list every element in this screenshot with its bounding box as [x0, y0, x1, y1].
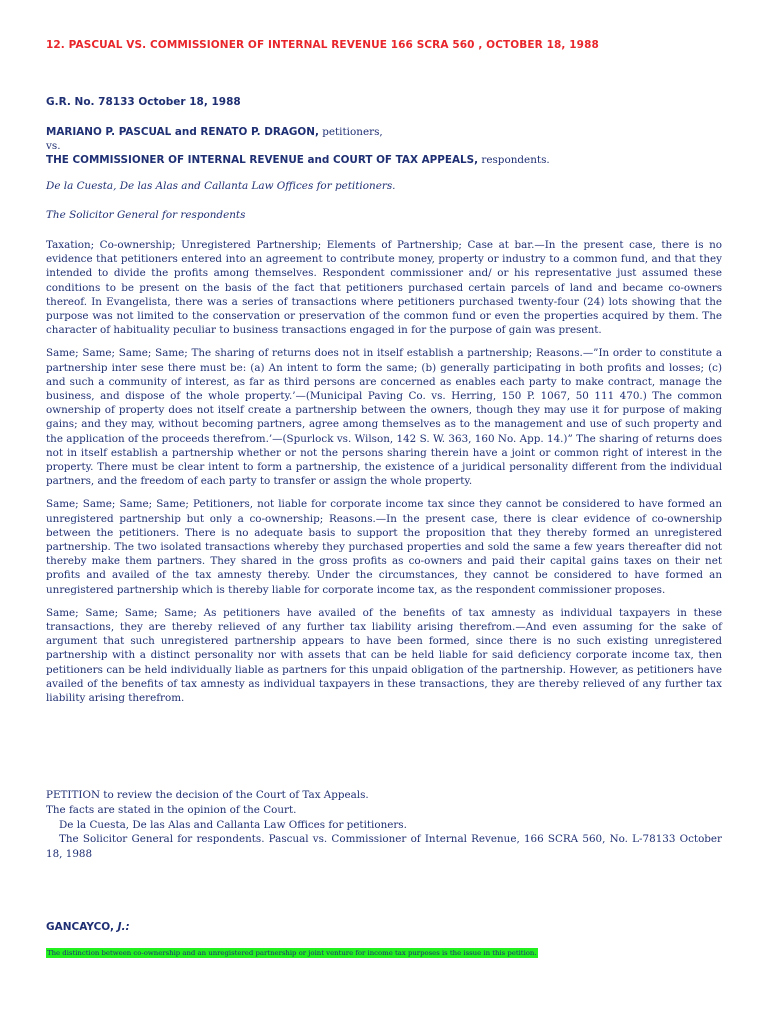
respondents-names: THE COMMISSIONER OF INTERNAL REVENUE and COURT OF TAX APPEALS, [46, 154, 479, 166]
petitioners-role: petitioners, [318, 126, 383, 138]
petition-line: The facts are stated in the opinion of the Court. [46, 803, 297, 816]
counsel-petitioners: De la Cuesta, De las Alas and Callanta Law Offices for petitioners. [46, 180, 396, 192]
syllabus-paragraph: Same; Same; Same; Same; The sharing of returns does not in itself establish a partnership; Reasons.—”In order to constitute a partnership inter sese there must be: (a) An intent to form the same; (b) generally participating in both profits and losses; (c) and such a community of interest, as far as third persons are concerned as enables each party to make contract, manage the business, and dispose of the whole property.’—(Municipal Paving Co. vs. Herring, 150 P. 1067, 50 111 470.) The common ownership of property does not itself create a partnership between the owners, though they may use it for purpose of making gains; and they may, without becoming partners, agree among themselves as to the management and use of such property and the application of the proceeds therefrom.’—(Spurlock vs. Wilson, 142 S. W. 363, 160 No. App. 14.)” The sharing of returns does not in itself establish a partnership whether or not the persons sharing therein have a joint or common right of interest in the property. There must be clear intent to form a partnership, the existence of a juridical personality different from the individual partners, and the freedom of each party to transfer or assign the whole property. [46, 347, 722, 488]
counsel-respondents: The Solicitor General for respondents [46, 209, 246, 221]
versus-line: vs. [46, 140, 61, 152]
syllabus-section [46, 238, 722, 714]
ponente-title: J.: [117, 921, 130, 933]
respondents-role: respondents. [478, 154, 550, 166]
respondents-line [46, 153, 736, 167]
syllabus-paragraph: Same; Same; Same; Same; Petitioners, not liable for corporate income tax since they cannot be considered to have formed an unregistered partnership but only a co-ownership; Reasons.—In the present case, there is clear evidence of co-ownership between the petitioners. There is no adequate basis to support the proposition that they thereby formed an unregistered partnership. The two isolated transactions whereby they purchased properties and sold the same a few years thereafter did not thereby make them partners. They shared in the gross profits as co-owners and paid their capital gains taxes on their net profits and availed of the tax amnesty thereby. Under the circumstances, they cannot be considered to have formed an unregistered partnership which is thereby liable for corporate income tax, as the respondent commissioner proposes. [46, 498, 722, 596]
syllabus-paragraph: Taxation; Co-ownership; Unregistered Partnership; Elements of Partnership; Case at bar.—In the present case, there is no evidence that petitioners entered into an agreement to contribute money, property or industry to a common fund, and that they intended to divide the profits among themselves. Respondent commissioner and/ or his representative just assumed these conditions to be present on the basis of the fact that petitioners purchased certain parcels of land and became co-owners thereof. In Evangelista, there was a series of transactions where petitioners purchased twenty-four (24) lots showing that the purpose was not limited to the conservation or preservation of the common fund or even the properties acquired by them. The character of habituality peculiar to business transactions engaged in for the purpose of gain was present. [46, 239, 722, 337]
petition-line: De la Cuesta, De las Alas and Callanta Law Offices for petitioners. [59, 818, 407, 831]
gr-number: G.R. No. 78133 October 18, 1988 [46, 96, 241, 108]
petitioners-names: MARIANO P. PASCUAL and RENATO P. DRAGON, [46, 126, 319, 138]
petitioners-line [46, 125, 736, 139]
case-title: 12. PASCUAL VS. COMMISSIONER OF INTERNAL REVENUE 166 SCRA 560 , OCTOBER 18, 1988 [46, 39, 599, 51]
petition-line: PETITION to review the decision of the Court of Tax Appeals. [46, 789, 369, 801]
ponente-name: GANCAYCO, [46, 921, 118, 933]
parties-block [46, 125, 736, 167]
syllabus-paragraph: Same; Same; Same; Same; As petitioners have availed of the benefits of tax amnesty as individual taxpayers in these transactions, they are thereby relieved of any further tax liability arising therefrom.—And even assuming for the sake of argument that such unregistered partnership appears to have been formed, since there is no such existing unregistered partnership with a distinct personality nor with assets that can be held liable for said deficiency corporate income tax, then petitioners can be held individually liable as partners for this unpaid obligation of the partnership. However, as petitioners have availed of the benefits of tax amnesty as individual taxpayers in these transactions, they are thereby relieved of any further tax liability arising therefrom. [46, 606, 722, 705]
highlighted-text: The distinction between co-ownership and an unregistered partnership or joint venture for income tax purposes is the issue in this petition. [47, 949, 537, 957]
petition-line: The Solicitor General for respondents. Pascual vs. Commissioner of Internal Revenue, 166 SCRA 560, No. L-78133 October 18, 1988 [46, 833, 722, 861]
petition-section [46, 788, 722, 862]
ponente [46, 921, 130, 933]
